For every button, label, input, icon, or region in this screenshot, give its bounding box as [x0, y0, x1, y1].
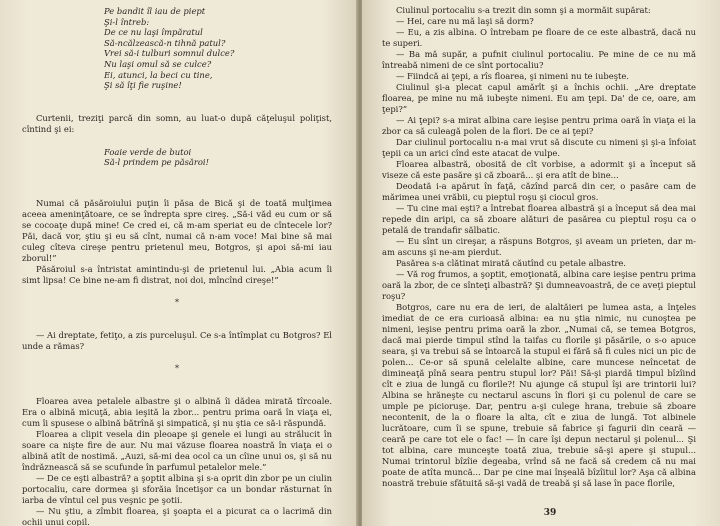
section-separator: *: [175, 297, 179, 307]
paragraph: — Tu cine mai eşti? a întrebat floarea albastră şi a început să dea mai repede din aripi, ca să zboare alături de pasărea cu pieptul roşu ca o petală de trandafir sălbatic.: [382, 203, 696, 235]
paragraph: Pasărea s-a clătinat mirată căutînd cu petale albastre.: [396, 258, 626, 268]
verse-line: Şi să îţi fie ruşine!: [104, 80, 182, 91]
paragraph: Floarea a clipit vesela din pleoape şi genele ei lungi au strălucit în soare ca nişte fire de aur. Nu mai văzuse floarea noastră în viaţa ei o albină atît de nostimă. „Auzi, să-mi dea ocol ca un cîine unui os, şi să nu îndrăznească să se scufunde în parfumul petalelor mele.”: [22, 428, 332, 472]
verse-line: Să-l prindem pe păsăroi!: [104, 157, 209, 168]
right-page: [362, 0, 720, 526]
paragraph: Curtenii, treziţi parcă din somn, au luat-o după căţeluşul poliţist, cîntind şi ei:: [22, 112, 332, 134]
section-separator: *: [175, 363, 179, 373]
paragraph: — Eu, a zis albina. O întrebam pe floare de ce este albastră, dacă nu te superi.: [382, 27, 696, 48]
verse-line: Foaie verde de butoi: [104, 146, 192, 157]
paragraph: Ciulinul portocaliu s-a trezit din somn şi a mormăit supărat:: [396, 5, 651, 15]
paragraph: — Ai ţepi? s-a mirat albina care ieşise pentru prima oară în viaţa ei la zbor ca să culeagă polen de la flori. De ce ai ţepi?: [382, 115, 696, 136]
paragraph: — Ai dreptate, fetiţo, a zis purceluşul. Ce s-a întîmplat cu Botgros? El unde a rămas?: [22, 329, 332, 351]
verse-stanza-2: [104, 147, 332, 168]
verse-stanza-1: [104, 6, 332, 91]
paragraph: — Vă rog frumos, a şoptit, emoţionată, albina care ieşise pentru prima oară la zbor, de ce sînteţi albastră? Şi dumneavoastră, de ce aveţi pieptul roşu?: [382, 269, 696, 301]
left-page: [0, 0, 358, 526]
verse-line: Să-ncălzească-n tihnă patul?: [104, 37, 226, 48]
page-number: 39: [543, 508, 557, 518]
paragraph: Dar ciulinul portocaliu n-a mai vrut să discute cu nimeni şi şi-a înfoiat ţepii ca un arici cînd este atacat de vulpe.: [382, 137, 696, 158]
paragraph: — Hei, care nu mă laşi să dorm?: [396, 16, 534, 26]
paragraph: — Ba mă supăr, a pufnit ciulinul portocaliu. Pe mine de ce nu mă întreabă nimeni de ce sînt portocaliu?: [382, 49, 696, 70]
paragraph: Floarea albastră, obosită de cît vorbise, a adormit şi a început să viseze că este pasăre şi că zboară... şi era atît de bine...: [382, 159, 696, 180]
paragraph: — Nu ştiu, a zîmbit floarea, şi şoapta ei a picurat ca o lacrimă din ochii unui copil.: [22, 505, 332, 526]
paragraph: — Fiindcă ai ţepi, a rîs floarea, şi nimeni nu te iubeşte.: [396, 71, 629, 81]
paragraph: Floarea avea petalele albastre şi o albină îi dădea mirată tîrcoale. Era o albină micuţă, abia ieşită la zbor... pentru prima oară în viaţa ei, cum îi spusese o albină bătrînă şi simpatică, şi nu ştia ce să-i răspundă.: [22, 395, 332, 428]
paragraph: Deodată i-a apărut în faţă, căzînd parcă din cer, o pasăre cam de mărimea unei vrăbii, cu pieptul roşu şi ciocul gros.: [382, 181, 696, 202]
verse-line: Ei, atunci, la beci cu tine,: [104, 69, 213, 80]
verse-line: Nu laşi omul să se culce?: [104, 58, 212, 69]
verse-line: Pe bandit îl iau de piept: [104, 6, 206, 16]
verse-line: Vrei să-i tulburi somnul dulce?: [104, 48, 235, 59]
paragraph: — De ce eşti albastră? a şoptit albina şi s-a oprit din zbor pe un ciulin portocaliu, care dormea şi sforăia încetişor ca un bondar răsturnat în iarba de vîntul cel pus veşnic pe şotii.: [22, 472, 332, 505]
paragraph: Ciulinul şi-a plecat capul amărît şi a închis ochii. „Are dreptate floarea, pe mine nu mă iubeşte nimeni. Eu am ţepi. Da' de ce, oare, am ţepi?”: [382, 82, 696, 114]
paragraph: Păsăroiul s-a întristat amintindu-şi de prietenul lui. „Abia acum îi simt lipsa! Ce bine ne-am fi distrat, noi doi, mîncînd cireşe!”: [22, 263, 332, 285]
verse-line: Şi-l întreb:: [104, 16, 150, 27]
paragraph: — Eu sînt un cireşar, a răspuns Botgros, şi aveam un prieten, dar m-am ascuns şi ne-am pierdut.: [382, 236, 696, 257]
right-page-text: [382, 5, 696, 489]
verse-line: De ce nu laşi împăratul: [104, 27, 203, 38]
paragraph: Botgros, care nu era de ieri, de alaltăieri pe lumea asta, a înţeles imediat de ce era curioasă albina: ea nu ştia nimic, nu cunoştea pe nimeni, ieşise pentru prima oară la zbor. „Numai că, se temea Botgros, dacă mai pierde timpul stînd la taifas cu florile şi păsările, o s-o apuce seara, şi va trebui să se întoarcă la stupul ei fără să fi cules nici un pic de polen... Ce-or să spună celelalte albine, care muncese neîncetat de dimineaţă pînă seara pentru stupul lor? Păi! Să-şi piardă timpul bîzîind cît e ziua de lungă cu florile?! Nu ajunge că stupul îşi are trintorii lui? Albina se hrăneşte cu nectarul ascuns în flori şi cu polenul de care se umple pe picioruşe. Dar, pentru a-şi culege hrana, trebuie să zboare necontenit, de la o floare la alta, cît e ziua de lungă. Tot albinele lucrătoare, cum îi se spune, trebuie să fabrice şi fagurii din ceară — ceară pe care tot ele o fac! — în care îşi depun nectarul şi polenul... Şi tot albina, care munceşte toată ziua, trebuie să-şi apere şi stupul... Numai trintorul bîzîie degeaba, vrînd să ne facă să credem că nu mai poate de atîta muncă... Dar pe cine mai înşeală bîzîitul lor? Aşa că albina noastră trebuie sfătuită să-şi vadă de treabă şi să lase în pace florile,: [382, 302, 696, 488]
left-page-text: [22, 6, 332, 526]
paragraph: Numai că păsăroiului puţin îi păsa de Bică şi de toată mulţimea aceea ameninţătoare, ce se îndrepta spre cireş. „Să-i văd eu cum or să se cocoaţe după mine! Ce cred ei, că m-am speriat eu de cîntecele lor? Păi, dacă vor, ştiu şi eu să cînt, numai că n-am voce! Mai bine să mai culeg cîteva cireşe pentru prietenul meu, Botgros, şi apoi să-mi iau zborul!”: [22, 197, 332, 263]
